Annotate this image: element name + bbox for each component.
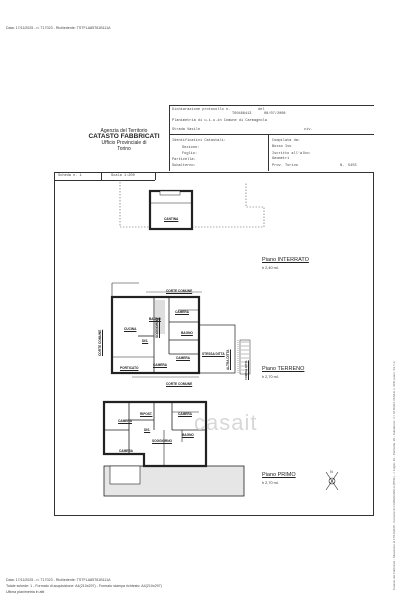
plan-title-interrato: Piano INTERRATO	[262, 257, 309, 263]
compass-label: N	[330, 469, 333, 474]
side-text: Catasto dei Fabbricati - Situazione al 17/11/2025 - Comune di CARMAGNOLA (B791) - < Foglio: 40 - Particella: 96 - Subalterno: 3 > STRADA VASILE n. SNC piano: S1-T-1;	[392, 360, 396, 590]
bottom-stamp-line2: Totale schede: 1 - Formato di acquisizione: A4(210x297) - Formato stampa richiesto: A4(210x297)	[6, 584, 162, 588]
room-camera-p2: CAMERA	[178, 412, 192, 416]
plan-height-primo: h 2,70 ml.	[262, 481, 279, 485]
plan-height-terreno: h 2,70 ml.	[262, 375, 279, 379]
watermark: casait	[194, 410, 258, 435]
room-camera-p3: CAMERA	[119, 449, 133, 453]
iscritto-label: Iscritto all'albo:	[272, 152, 311, 156]
room-camera-p1: CAMERA	[118, 419, 132, 423]
room-cucina: CUCINA	[124, 327, 137, 331]
compilata-label: Compilata da:	[272, 139, 301, 143]
planimetria-line: Planimetria di u.i.u.in Comune di Carmagnola	[172, 119, 267, 123]
agency-line4: Torino	[117, 146, 131, 152]
room-soggiorno-t: SOGGIORNO	[155, 317, 159, 338]
scheda-label: Scheda n. 1	[58, 174, 82, 178]
room-soggiorno-p: SOGGIORNO	[152, 439, 173, 443]
room-stessa-ditta: STESSA DITTA	[202, 352, 225, 356]
room-ripost: RIPOST.	[140, 412, 153, 416]
room-cantina: CANTINA	[164, 217, 179, 221]
identificativi-label: Identificativi Catastali:	[172, 139, 226, 143]
agency-line3: Ufficio Provinciale di	[101, 140, 147, 146]
room-camera-t1: CAMERA	[175, 310, 189, 314]
bottom-stamp-line3: Ultima planimetria in atti	[6, 590, 45, 594]
room-corte-comune-left: CORTE COMUNE	[98, 329, 102, 356]
civ-label: civ.	[304, 128, 313, 132]
room-porticato: PORTICATO	[120, 366, 139, 370]
albo-value: Geometri	[272, 157, 290, 161]
plan-title-terreno: Piano TERRENO	[262, 366, 305, 372]
agency-line1: Agenzia del Territorio	[100, 128, 148, 134]
plan-height-interrato: h 2,40 ml.	[262, 266, 279, 270]
particella-label: Particella:	[172, 158, 196, 162]
room-corte-comune-top: CORTE COMUNE	[166, 289, 193, 293]
foglio-label: Foglio:	[182, 152, 198, 156]
del-label: del	[258, 108, 265, 112]
numero-value: 5455	[348, 164, 357, 168]
room-corte-comune-bottom: CORTE COMUNE	[166, 382, 193, 386]
room-bagno: BAGNO	[149, 317, 161, 321]
bottom-stamp-line1: Data: 17/11/2025 - n. T17023 - Richiedente: TSTFLA85T61B111A	[6, 578, 111, 582]
floor-plans-drawing	[54, 172, 374, 516]
interrato-cantina-room	[150, 191, 192, 229]
protocol-date: 08/07/2008	[264, 112, 286, 116]
top-stamp: Data: 17/11/2025 - n. T17023 - Richiedente: TSTFLA85T61B111A	[6, 26, 111, 30]
compilata-name: Bosso Ivo	[272, 145, 292, 149]
room-camera-t3: CAMERA	[176, 356, 190, 360]
room-cortile: CORTILE DITTA	[245, 360, 248, 380]
dichiarazione-label: Dichiarazione protocollo n.	[172, 108, 231, 112]
room-altra-ditta: ALTRA DITTA	[226, 349, 230, 370]
scala-label: Scala 1:200	[111, 174, 135, 178]
room-bagno-p: BAGNO	[182, 433, 194, 437]
prov-label: Prov. Torino	[272, 164, 298, 168]
agency-line2: CATASTO FABBRICATI	[88, 133, 160, 140]
protocol-number: TO0468413	[232, 112, 252, 116]
room-camera-t2: CAMERA	[153, 363, 167, 367]
numero-label: N.	[340, 164, 345, 168]
north-arrow-icon	[326, 469, 338, 490]
sezione-label: Sezione:	[182, 146, 200, 150]
header-box	[54, 101, 374, 172]
room-dis-t: DIS.	[142, 339, 149, 343]
subalterno-label: Subalterno:	[172, 164, 196, 168]
room-dis-p: DIS.	[144, 428, 151, 432]
strada-line: Strada Vasile	[172, 128, 201, 132]
plan-title-primo: Piano PRIMO	[262, 472, 296, 478]
room-bagno-t2: BAGNO	[181, 331, 193, 335]
